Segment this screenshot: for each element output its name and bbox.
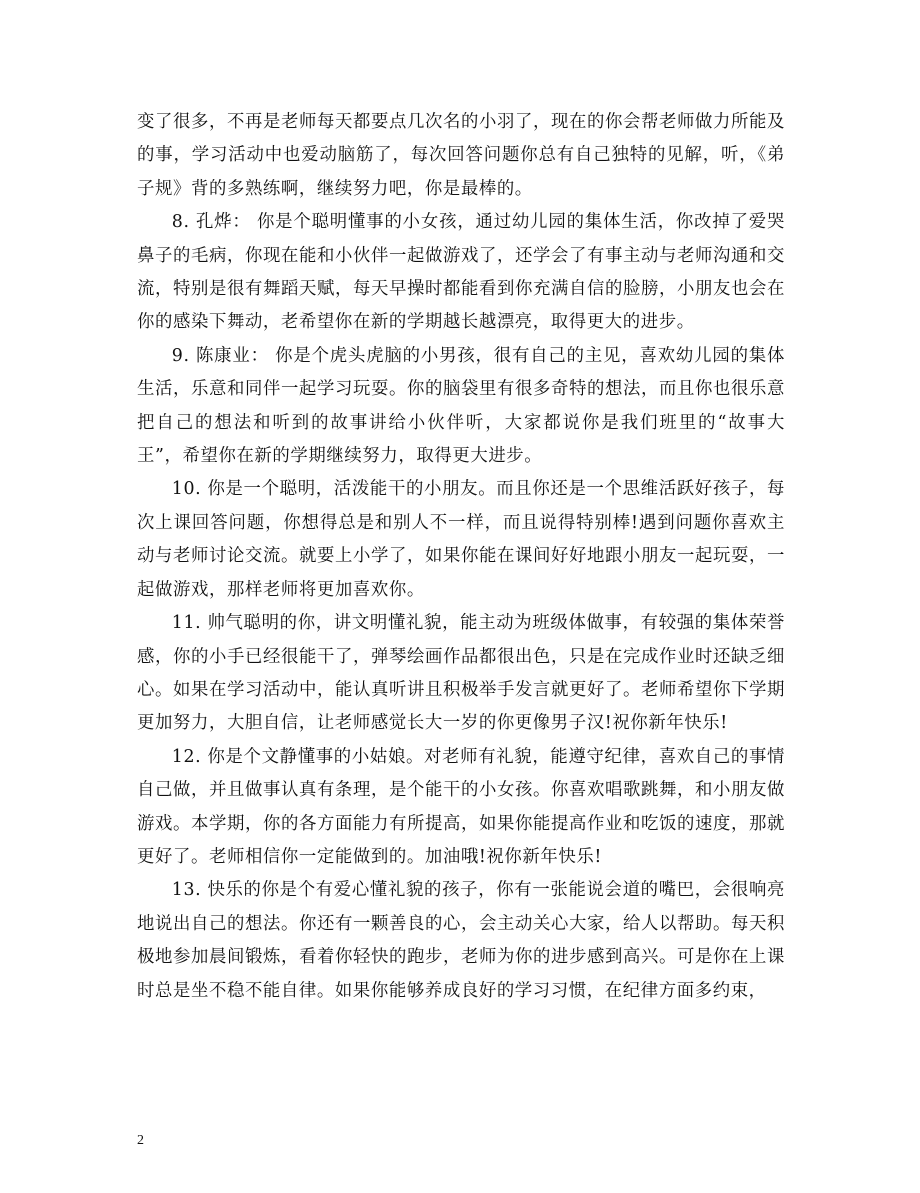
page-number: 2 [137,1133,144,1148]
paragraph-item-9: 9. 陈康业： 你是个虎头虎脑的小男孩，很有自己的主见，喜欢幼儿园的集体生活，乐意和同伴一起学习玩耍。你的脑袋里有很多奇特的想法，而且你也很乐意把自己的想法和听到的故事讲给小伙伴听，大家都说你是我们班里的“故事大王”，希望你在新的学期继续努力，取得更大进步。 [137,345,785,467]
paragraph-item-12: 12. 你是个文静懂事的小姑娘。对老师有礼貌，能遵守纪律，喜欢自己的事情自己做，并且做事认真有条理，是个能干的小女孩。你喜欢唱歌跳舞，和小朋友做游戏。本学期，你的各方面能力有所提高，如果你能提高作业和吃饭的速度，那就更好了。老师相信你一定能做到的。加油哦!祝你新年快乐! [137,746,785,867]
document-body [137,106,785,1008]
paragraph-item-10: 10. 你是一个聪明，活泼能干的小朋友。而且你还是一个思维活跃好孩子，每次上课回答问题，你想得总是和别人不一样，而且说得特别棒!遇到问题你喜欢主动与老师讨论交流。就要上小学了，如果你能在课间好好地跟小朋友一起玩耍，一起做游戏，那样老师将更加喜欢你。 [137,479,785,600]
paragraph-item-8: 8. 孔烨： 你是个聪明懂事的小女孩，通过幼儿园的集体生活，你改掉了爱哭鼻子的毛病，你现在能和小伙伴一起做游戏了，还学会了有事主动与老师沟通和交流，特别是很有舞蹈天赋，每天早操时都能看到你充满自信的脸膀，小朋友也会在你的感染下舞动，老希望你在新的学期越长越漂亮，取得更大的进步。 [137,212,785,333]
paragraph-item-13: 13. 快乐的你是个有爱心懂礼貌的孩子，你有一张能说会道的嘴巴，会很响亮地说出自己的想法。你还有一颗善良的心，会主动关心大家，给人以帮助。每天积极地参加晨间锻炼，看着你轻快的跑步，老师为你的进步感到高兴。可是你在上课时总是坐不稳不能自律。如果你能够养成良好的学习习惯，在纪律方面多约束， [137,880,785,1001]
paragraph-item-11: 11. 帅气聪明的你，讲文明懂礼貌，能主动为班级体做事，有较强的集体荣誉感，你的小手已经很能干了，弹琴绘画作品都很出色，只是在完成作业时还缺乏细心。如果在学习活动中，能认真听讲且积极举手发言就更好了。老师希望你下学期更加努力，大胆自信，让老师感觉长大一岁的你更像男子汉!祝你新年快乐! [137,613,785,734]
paragraph-continuation: 变了很多，不再是老师每天都要点几次名的小羽了，现在的你会帮老师做力所能及的事，学习活动中也爱动脑筋了，每次回答问题你总有自己独特的见解，听，《弟子规》背的多熟练啊，继续努力吧，你是最棒的。 [137,112,785,199]
